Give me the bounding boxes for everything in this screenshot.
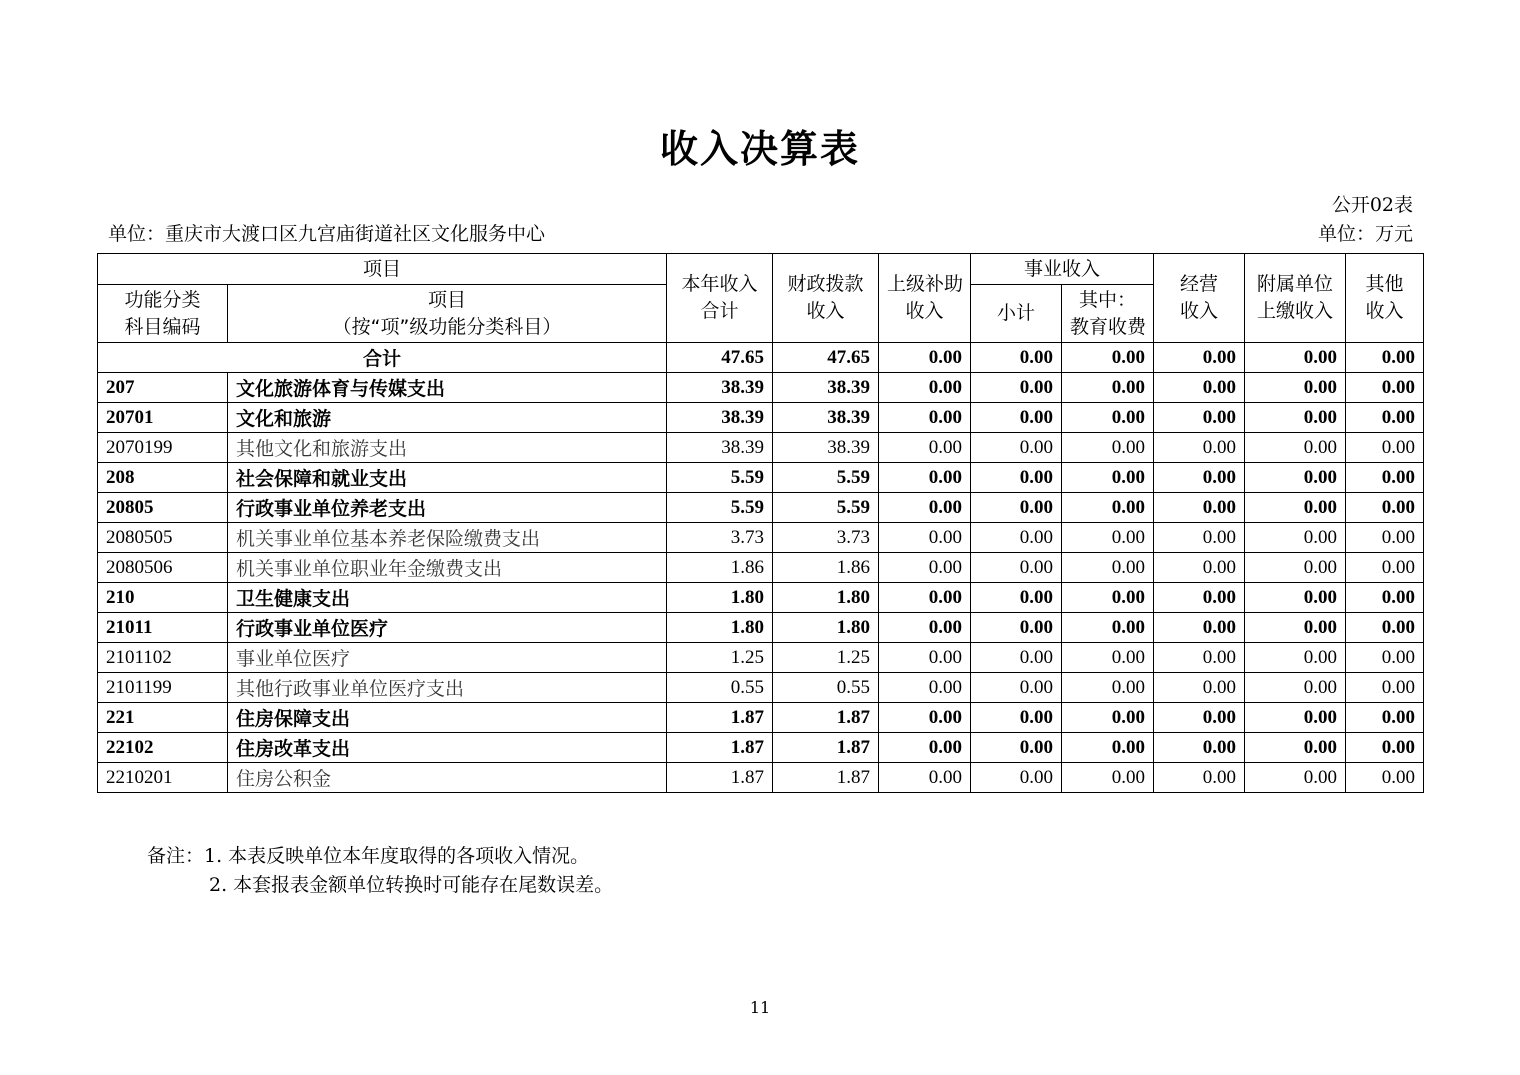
cell-value: 0.00 xyxy=(1346,493,1424,523)
row-code: 2210201 xyxy=(98,763,228,793)
cell-value: 0.00 xyxy=(971,643,1062,673)
cell-value: 0.00 xyxy=(1346,643,1424,673)
table-row xyxy=(98,733,1424,763)
cell-value: 1.86 xyxy=(667,553,773,583)
row-name: 卫生健康支出 xyxy=(228,583,667,613)
header-career-income: 事业收入 xyxy=(971,254,1154,285)
cell-value: 0.00 xyxy=(1245,643,1346,673)
cell-value: 0.00 xyxy=(1346,583,1424,613)
cell-value: 0.00 xyxy=(971,493,1062,523)
cell-value: 0.00 xyxy=(1245,433,1346,463)
cell-value: 0.00 xyxy=(971,433,1062,463)
header-superior-subsidy: 上级补助 收入 xyxy=(879,254,971,343)
remarks xyxy=(147,842,613,900)
unit-label: 单位：重庆市大渡口区九宫庙街道社区文化服务中心 xyxy=(108,223,546,245)
cell-value: 0.00 xyxy=(1154,553,1245,583)
row-code: 208 xyxy=(98,463,228,493)
cell-value: 1.80 xyxy=(773,583,879,613)
cell-value: 5.59 xyxy=(773,493,879,523)
row-code: 20805 xyxy=(98,493,228,523)
total-row xyxy=(98,343,1424,373)
cell-value: 0.00 xyxy=(1245,703,1346,733)
cell-value: 38.39 xyxy=(773,373,879,403)
cell-value: 1.80 xyxy=(773,613,879,643)
cell-value: 0.00 xyxy=(1346,763,1424,793)
cell-value: 3.73 xyxy=(667,523,773,553)
table-row xyxy=(98,463,1424,493)
table-row xyxy=(98,613,1424,643)
row-name: 住房改革支出 xyxy=(228,733,667,763)
cell-value: 0.00 xyxy=(1154,523,1245,553)
cell-value: 5.59 xyxy=(667,493,773,523)
cell-value: 0.00 xyxy=(1245,493,1346,523)
cell-value: 0.00 xyxy=(1346,733,1424,763)
header-other-income: 其他 收入 xyxy=(1346,254,1424,343)
header-affiliated-income: 附属单位 上缴收入 xyxy=(1245,254,1346,343)
cell-value: 1.25 xyxy=(773,643,879,673)
cell-value: 0.00 xyxy=(1346,463,1424,493)
cell-value: 0.00 xyxy=(1346,523,1424,553)
cell-value: 0.00 xyxy=(1062,613,1154,643)
header-operating-income: 经营 收入 xyxy=(1154,254,1245,343)
row-code: 210 xyxy=(98,583,228,613)
cell-value: 0.00 xyxy=(1062,523,1154,553)
cell-value: 0.00 xyxy=(971,673,1062,703)
row-code: 207 xyxy=(98,373,228,403)
cell-value: 0.00 xyxy=(1346,613,1424,643)
row-code: 2070199 xyxy=(98,433,228,463)
page-title: 收入决算表 xyxy=(659,127,860,171)
cell-value: 0.00 xyxy=(879,703,971,733)
table-row xyxy=(98,703,1424,733)
cell-value: 0.00 xyxy=(879,433,971,463)
cell-value: 0.00 xyxy=(1346,403,1424,433)
cell-value: 0.00 xyxy=(879,763,971,793)
cell-value: 0.00 xyxy=(879,403,971,433)
cell-value: 1.87 xyxy=(773,733,879,763)
table-row xyxy=(98,523,1424,553)
cell-value: 0.00 xyxy=(1154,433,1245,463)
cell-value: 0.00 xyxy=(1245,373,1346,403)
page-number: 11 xyxy=(749,998,771,1017)
cell-value: 0.00 xyxy=(879,463,971,493)
cell-value: 47.65 xyxy=(667,343,773,373)
header-total-income: 本年收入 合计 xyxy=(667,254,773,343)
income-table xyxy=(97,253,1424,793)
cell-value: 0.00 xyxy=(1245,553,1346,583)
row-code: 2080506 xyxy=(98,553,228,583)
cell-value: 47.65 xyxy=(773,343,879,373)
cell-value: 0.00 xyxy=(879,373,971,403)
row-name: 其他文化和旅游支出 xyxy=(228,433,667,463)
currency-unit-label: 单位：万元 xyxy=(1317,223,1413,245)
cell-value: 0.00 xyxy=(1062,763,1154,793)
cell-value: 0.00 xyxy=(1062,553,1154,583)
cell-value: 0.00 xyxy=(1154,673,1245,703)
header-project: 项目 xyxy=(98,254,667,285)
cell-value: 0.00 xyxy=(971,343,1062,373)
cell-value: 1.87 xyxy=(667,763,773,793)
cell-value: 0.00 xyxy=(1346,673,1424,703)
cell-value: 0.00 xyxy=(1346,553,1424,583)
row-name: 事业单位医疗 xyxy=(228,643,667,673)
cell-value: 0.00 xyxy=(1154,373,1245,403)
row-code: 221 xyxy=(98,703,228,733)
remark-line-2: 2. 本套报表金额单位转换时可能存在尾数误差。 xyxy=(209,874,614,896)
cell-value: 1.87 xyxy=(667,733,773,763)
cell-value: 0.00 xyxy=(971,763,1062,793)
cell-value: 0.00 xyxy=(1154,493,1245,523)
table-row xyxy=(98,373,1424,403)
row-name: 行政事业单位医疗 xyxy=(228,613,667,643)
cell-value: 0.00 xyxy=(971,703,1062,733)
cell-value: 1.86 xyxy=(773,553,879,583)
cell-value: 0.00 xyxy=(1245,343,1346,373)
cell-value: 0.00 xyxy=(1346,373,1424,403)
total-label: 合计 xyxy=(98,343,667,373)
remark-line-1: 备注：1. 本表反映单位本年度取得的各项收入情况。 xyxy=(147,845,590,867)
row-name: 其他行政事业单位医疗支出 xyxy=(228,673,667,703)
cell-value: 0.55 xyxy=(773,673,879,703)
cell-value: 0.00 xyxy=(1062,673,1154,703)
cell-value: 5.59 xyxy=(667,463,773,493)
table-row xyxy=(98,643,1424,673)
cell-value: 38.39 xyxy=(667,403,773,433)
row-name: 行政事业单位养老支出 xyxy=(228,493,667,523)
row-name: 住房公积金 xyxy=(228,763,667,793)
cell-value: 0.00 xyxy=(879,613,971,643)
cell-value: 1.80 xyxy=(667,613,773,643)
row-name: 文化旅游体育与传媒支出 xyxy=(228,373,667,403)
table-row xyxy=(98,493,1424,523)
header-fiscal-appropriation: 财政拨款 收入 xyxy=(773,254,879,343)
cell-value: 0.00 xyxy=(1154,583,1245,613)
cell-value: 3.73 xyxy=(773,523,879,553)
cell-value: 0.00 xyxy=(879,673,971,703)
cell-value: 0.00 xyxy=(1154,403,1245,433)
table-row xyxy=(98,763,1424,793)
cell-value: 0.00 xyxy=(879,733,971,763)
header-item-name: 项目 （按“项”级功能分类科目） xyxy=(228,285,667,343)
row-code: 2101199 xyxy=(98,673,228,703)
cell-value: 0.00 xyxy=(1062,343,1154,373)
cell-value: 0.00 xyxy=(879,523,971,553)
cell-value: 1.87 xyxy=(773,703,879,733)
cell-value: 0.00 xyxy=(1245,613,1346,643)
cell-value: 0.00 xyxy=(879,643,971,673)
row-code: 2080505 xyxy=(98,523,228,553)
cell-value: 0.00 xyxy=(971,373,1062,403)
cell-value: 0.00 xyxy=(1154,763,1245,793)
cell-value: 0.00 xyxy=(1062,733,1154,763)
cell-value: 38.39 xyxy=(773,403,879,433)
cell-value: 38.39 xyxy=(773,433,879,463)
row-name: 住房保障支出 xyxy=(228,703,667,733)
cell-value: 1.87 xyxy=(667,703,773,733)
row-code: 2101102 xyxy=(98,643,228,673)
cell-value: 0.00 xyxy=(1062,643,1154,673)
cell-value: 0.00 xyxy=(1245,763,1346,793)
cell-value: 0.00 xyxy=(879,493,971,523)
cell-value: 0.00 xyxy=(1062,583,1154,613)
row-name: 机关事业单位职业年金缴费支出 xyxy=(228,553,667,583)
cell-value: 0.00 xyxy=(971,733,1062,763)
cell-value: 0.00 xyxy=(1062,463,1154,493)
cell-value: 38.39 xyxy=(667,433,773,463)
cell-value: 0.00 xyxy=(1245,733,1346,763)
cell-value: 0.00 xyxy=(1062,403,1154,433)
cell-value: 0.00 xyxy=(879,583,971,613)
cell-value: 0.00 xyxy=(879,553,971,583)
cell-value: 1.87 xyxy=(773,763,879,793)
row-name: 文化和旅游 xyxy=(228,403,667,433)
cell-value: 0.00 xyxy=(1245,403,1346,433)
cell-value: 0.00 xyxy=(971,463,1062,493)
cell-value: 0.00 xyxy=(1154,703,1245,733)
cell-value: 0.00 xyxy=(1346,343,1424,373)
row-name: 机关事业单位基本养老保险缴费支出 xyxy=(228,523,667,553)
cell-value: 0.00 xyxy=(1154,733,1245,763)
table-row xyxy=(98,403,1424,433)
cell-value: 0.00 xyxy=(1346,433,1424,463)
cell-value: 1.25 xyxy=(667,643,773,673)
header-function-code: 功能分类 科目编码 xyxy=(98,285,228,343)
cell-value: 0.00 xyxy=(1245,583,1346,613)
cell-value: 0.00 xyxy=(1245,523,1346,553)
cell-value: 0.00 xyxy=(1154,343,1245,373)
header-subtotal: 小计 xyxy=(971,285,1062,343)
table-row xyxy=(98,433,1424,463)
cell-value: 0.00 xyxy=(1346,703,1424,733)
row-code: 20701 xyxy=(98,403,228,433)
header-education-fee: 其中： 教育收费 xyxy=(1062,285,1154,343)
cell-value: 0.00 xyxy=(1062,493,1154,523)
cell-value: 0.00 xyxy=(1154,613,1245,643)
cell-value: 0.00 xyxy=(1062,433,1154,463)
cell-value: 0.00 xyxy=(1154,463,1245,493)
cell-value: 0.00 xyxy=(1062,703,1154,733)
cell-value: 0.00 xyxy=(971,523,1062,553)
cell-value: 0.00 xyxy=(1245,463,1346,493)
cell-value: 38.39 xyxy=(667,373,773,403)
cell-value: 5.59 xyxy=(773,463,879,493)
table-row xyxy=(98,673,1424,703)
table-row xyxy=(98,553,1424,583)
row-code: 21011 xyxy=(98,613,228,643)
table-row xyxy=(98,583,1424,613)
row-code: 22102 xyxy=(98,733,228,763)
form-number: 公开02表 xyxy=(1331,194,1413,216)
cell-value: 1.80 xyxy=(667,583,773,613)
cell-value: 0.00 xyxy=(971,553,1062,583)
row-name: 社会保障和就业支出 xyxy=(228,463,667,493)
cell-value: 0.00 xyxy=(1062,373,1154,403)
header-row-1 xyxy=(98,254,1424,285)
cell-value: 0.00 xyxy=(879,343,971,373)
cell-value: 0.55 xyxy=(667,673,773,703)
cell-value: 0.00 xyxy=(1245,673,1346,703)
cell-value: 0.00 xyxy=(971,403,1062,433)
cell-value: 0.00 xyxy=(971,613,1062,643)
cell-value: 0.00 xyxy=(971,583,1062,613)
cell-value: 0.00 xyxy=(1154,643,1245,673)
